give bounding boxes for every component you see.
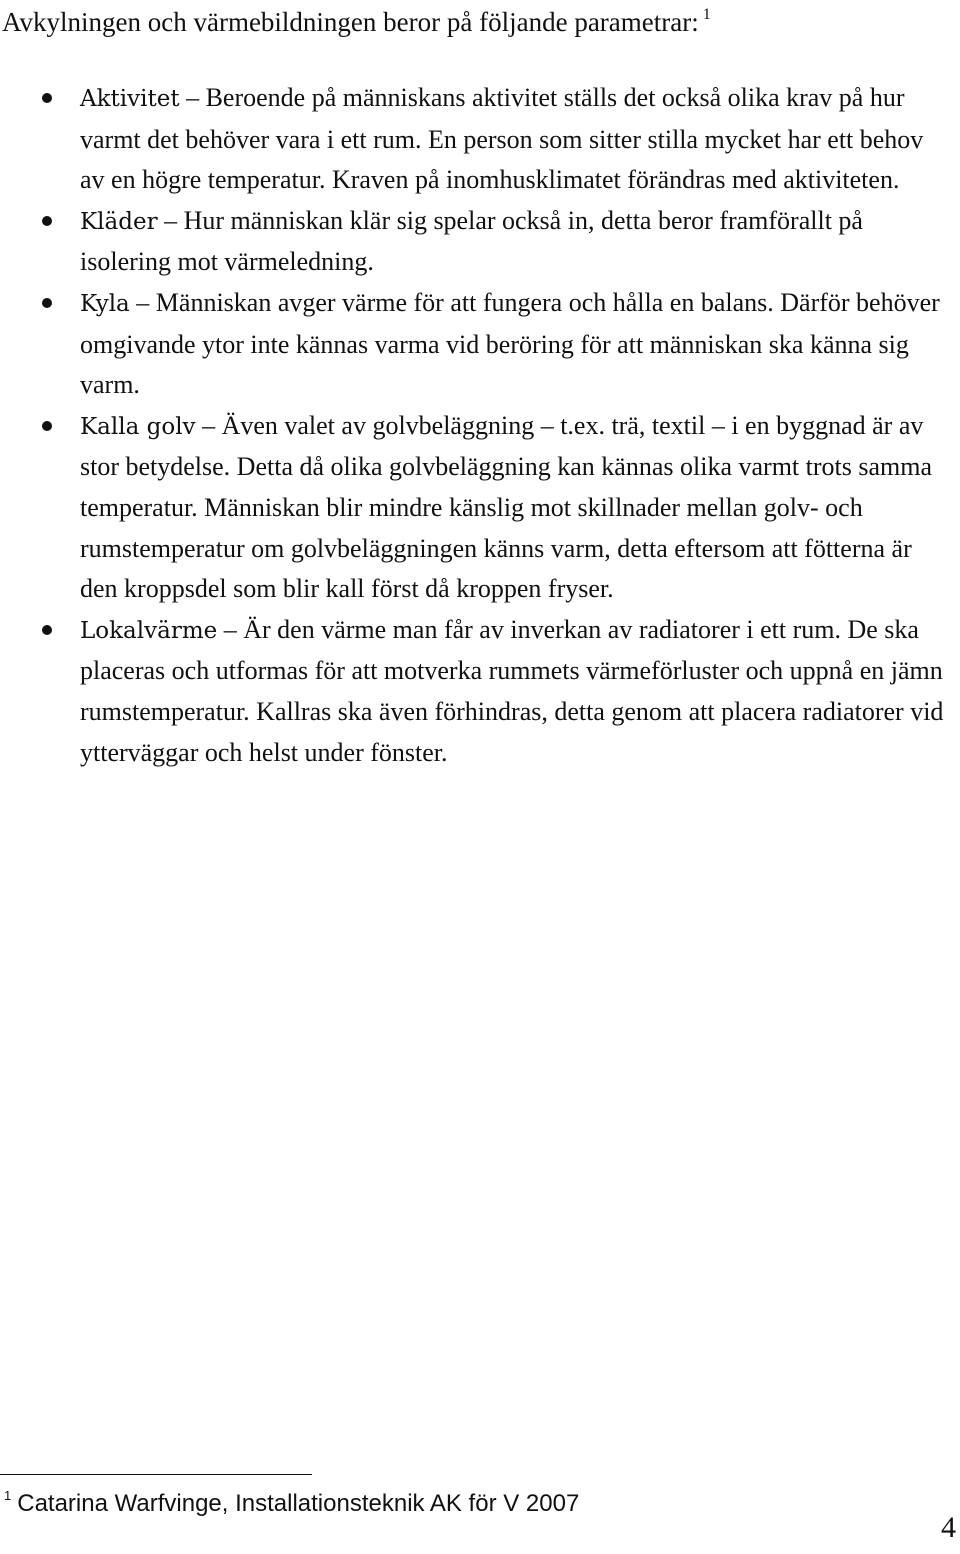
list-item-lokalvarme [0, 610, 960, 773]
term-label: Lokalvärme [80, 617, 218, 644]
list-item-kyla [0, 283, 960, 406]
term-dash: – [223, 614, 237, 644]
term-dash: – [136, 287, 150, 317]
footnote-marker: 1 [4, 1488, 12, 1503]
term-label: Kalla golv [80, 413, 196, 440]
item-description: Även valet av golvbeläggning – t.ex. trä, textil – i en byggnad är av stor betydelse. Detta då olika golvbeläggning kan kännas olika varmt trots samma temperatur. Människan blir mindre känslig mot skillnader mellan golv- och rumstemperatur om golvbeläggningen känns varm, detta eftersom att fötterna är den kroppsdel som blir kall först då kroppen fryser. [80, 410, 933, 604]
item-description: Är den värme man får av inverkan av radiatorer i ett rum. De ska placeras och utformas för att motverka rummets värmeförluster och uppnå en jämn rumstemperatur. Kallras ska även förhindras, detta genom att placera radiatorer vid ytterväggar och helst under fönster. [80, 614, 944, 767]
term-label: Kyla [80, 290, 130, 317]
footnote-divider [0, 1474, 312, 1475]
term-label: Aktivitet [80, 86, 180, 112]
footnote-reference[interactable]: 1 [702, 6, 711, 23]
section-heading-text: Avkylningen och värmebildningen beror på följande parametrar: [2, 7, 699, 37]
list-item-kalla-golv [0, 406, 960, 610]
term-dash: – [164, 205, 178, 235]
section-heading [2, 2, 711, 42]
footnote [4, 1489, 579, 1519]
item-description: Hur människan klär sig spelar också in, detta beror framförallt på isolering mot värmeledning. [80, 205, 863, 277]
list-item-aktivitet [0, 78, 960, 201]
item-description: Människan avger värme för att fungera och hålla en balans. Därför behöver omgivande ytor inte kännas varma vid beröring för att människan ska känna sig varm. [80, 287, 940, 400]
bullet-icon [42, 93, 52, 103]
bullet-icon [42, 298, 52, 308]
item-description: Beroende på människans aktivitet ställs det också olika krav på hur varmt det behöver vara i ett rum. En person som sitter stilla mycket har ett behov av en högre temperatur. Kraven på inomhusklimatet förändras med aktiviteten. [80, 83, 924, 195]
bullet-icon [42, 625, 52, 635]
term-dash: – [202, 410, 216, 440]
footnote-text: Catarina Warfvinge, Installationsteknik AK för V 2007 [17, 1490, 580, 1517]
page-number: 4 [941, 1511, 956, 1544]
bullet-icon [42, 421, 52, 431]
bullet-icon [42, 216, 52, 226]
list-item-klader [0, 201, 960, 283]
term-dash: – [186, 83, 200, 112]
term-label: Kläder [80, 208, 158, 235]
parameter-list [0, 78, 960, 773]
